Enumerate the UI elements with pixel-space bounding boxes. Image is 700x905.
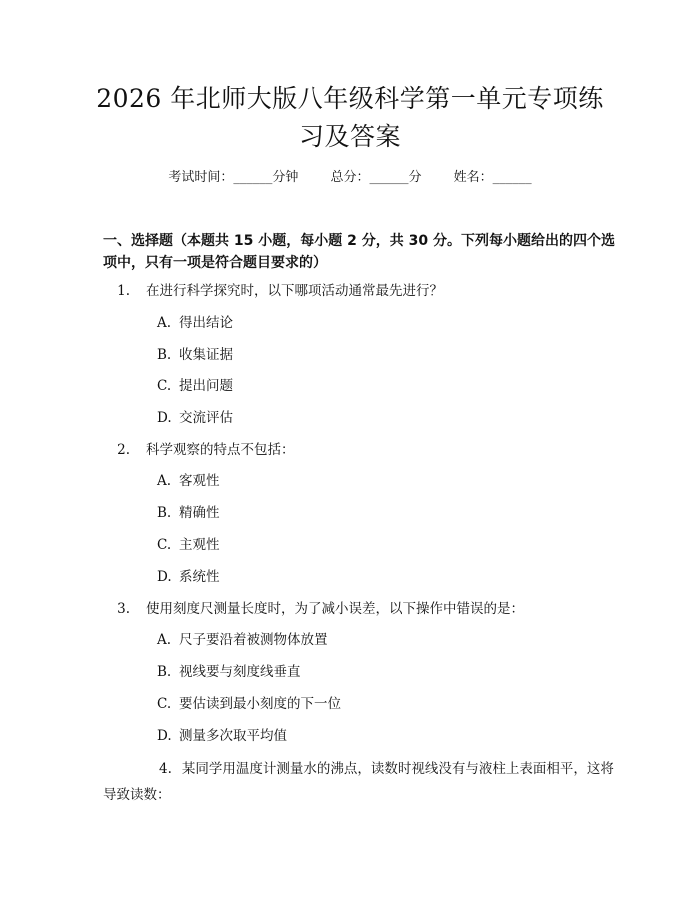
- question-1: [103, 278, 618, 304]
- option-text: 精确性: [179, 505, 220, 521]
- option-letter: A.: [157, 315, 172, 331]
- exam-time-field: 考试时间：______分钟: [168, 170, 299, 185]
- option-letter: D.: [157, 569, 172, 585]
- question-3-option-b: [157, 661, 301, 683]
- option-text: 得出结论: [179, 315, 233, 331]
- question-text: 科学观察的特点不包括：: [146, 442, 295, 458]
- question-text: 某同学用温度计测量水的沸点，读数时视线没有与液柱上表面相平，这将导致读数：: [103, 761, 614, 803]
- question-number: 4.: [159, 761, 172, 777]
- question-2-option-b: [157, 502, 220, 524]
- question-3-option-a: [157, 629, 328, 651]
- question-3: [103, 596, 618, 622]
- title-line-1: 2026 年北师大版八年级科学第一单元专项练: [96, 84, 604, 113]
- section-heading-choice: 一、选择题（本题共 15 小题，每小题 2 分，共 30 分。下列每小题给出的四个选项中，只有一项是符合题目要求的）: [103, 233, 615, 271]
- option-letter: C.: [157, 696, 172, 712]
- option-letter: C.: [157, 378, 172, 394]
- question-number: 2.: [117, 442, 130, 458]
- option-text: 系统性: [179, 569, 220, 585]
- question-2: [103, 437, 618, 463]
- question-4: [103, 756, 618, 808]
- option-text: 提出问题: [179, 378, 233, 394]
- question-1-option-c: [157, 375, 233, 397]
- question-number: 3.: [117, 601, 130, 617]
- question-3-option-d: [157, 725, 287, 747]
- total-score-field: 总分：______分: [330, 170, 422, 185]
- option-letter: B.: [157, 347, 172, 363]
- question-1-option-a: [157, 312, 233, 334]
- page-title: [80, 80, 620, 156]
- question-number: 1.: [117, 283, 130, 299]
- question-2-option-a: [157, 470, 220, 492]
- option-letter: D.: [157, 728, 172, 744]
- exam-meta: [0, 168, 700, 188]
- option-text: 收集证据: [179, 347, 233, 363]
- question-text: 在进行科学探究时，以下哪项活动通常最先进行？: [146, 283, 443, 299]
- question-2-option-c: [157, 534, 220, 556]
- option-letter: B.: [157, 505, 172, 521]
- option-text: 客观性: [179, 473, 220, 489]
- title-line-2: 习及答案: [298, 122, 401, 151]
- option-letter: B.: [157, 664, 172, 680]
- option-text: 测量多次取平均值: [179, 728, 287, 744]
- student-name-field: 姓名：______: [453, 170, 532, 185]
- option-letter: D.: [157, 410, 172, 426]
- question-2-option-d: [157, 566, 220, 588]
- question-text: 使用刻度尺测量长度时，为了减小误差，以下操作中错误的是：: [146, 601, 524, 617]
- option-text: 尺子要沿着被测物体放置: [179, 632, 328, 648]
- question-3-option-c: [157, 693, 341, 715]
- question-1-option-b: [157, 344, 233, 366]
- option-letter: C.: [157, 537, 172, 553]
- option-text: 要估读到最小刻度的下一位: [179, 696, 341, 712]
- option-text: 主观性: [179, 537, 220, 553]
- option-text: 视线要与刻度线垂直: [179, 664, 301, 680]
- option-letter: A.: [157, 632, 172, 648]
- option-letter: A.: [157, 473, 172, 489]
- option-text: 交流评估: [179, 410, 233, 426]
- question-1-option-d: [157, 407, 233, 429]
